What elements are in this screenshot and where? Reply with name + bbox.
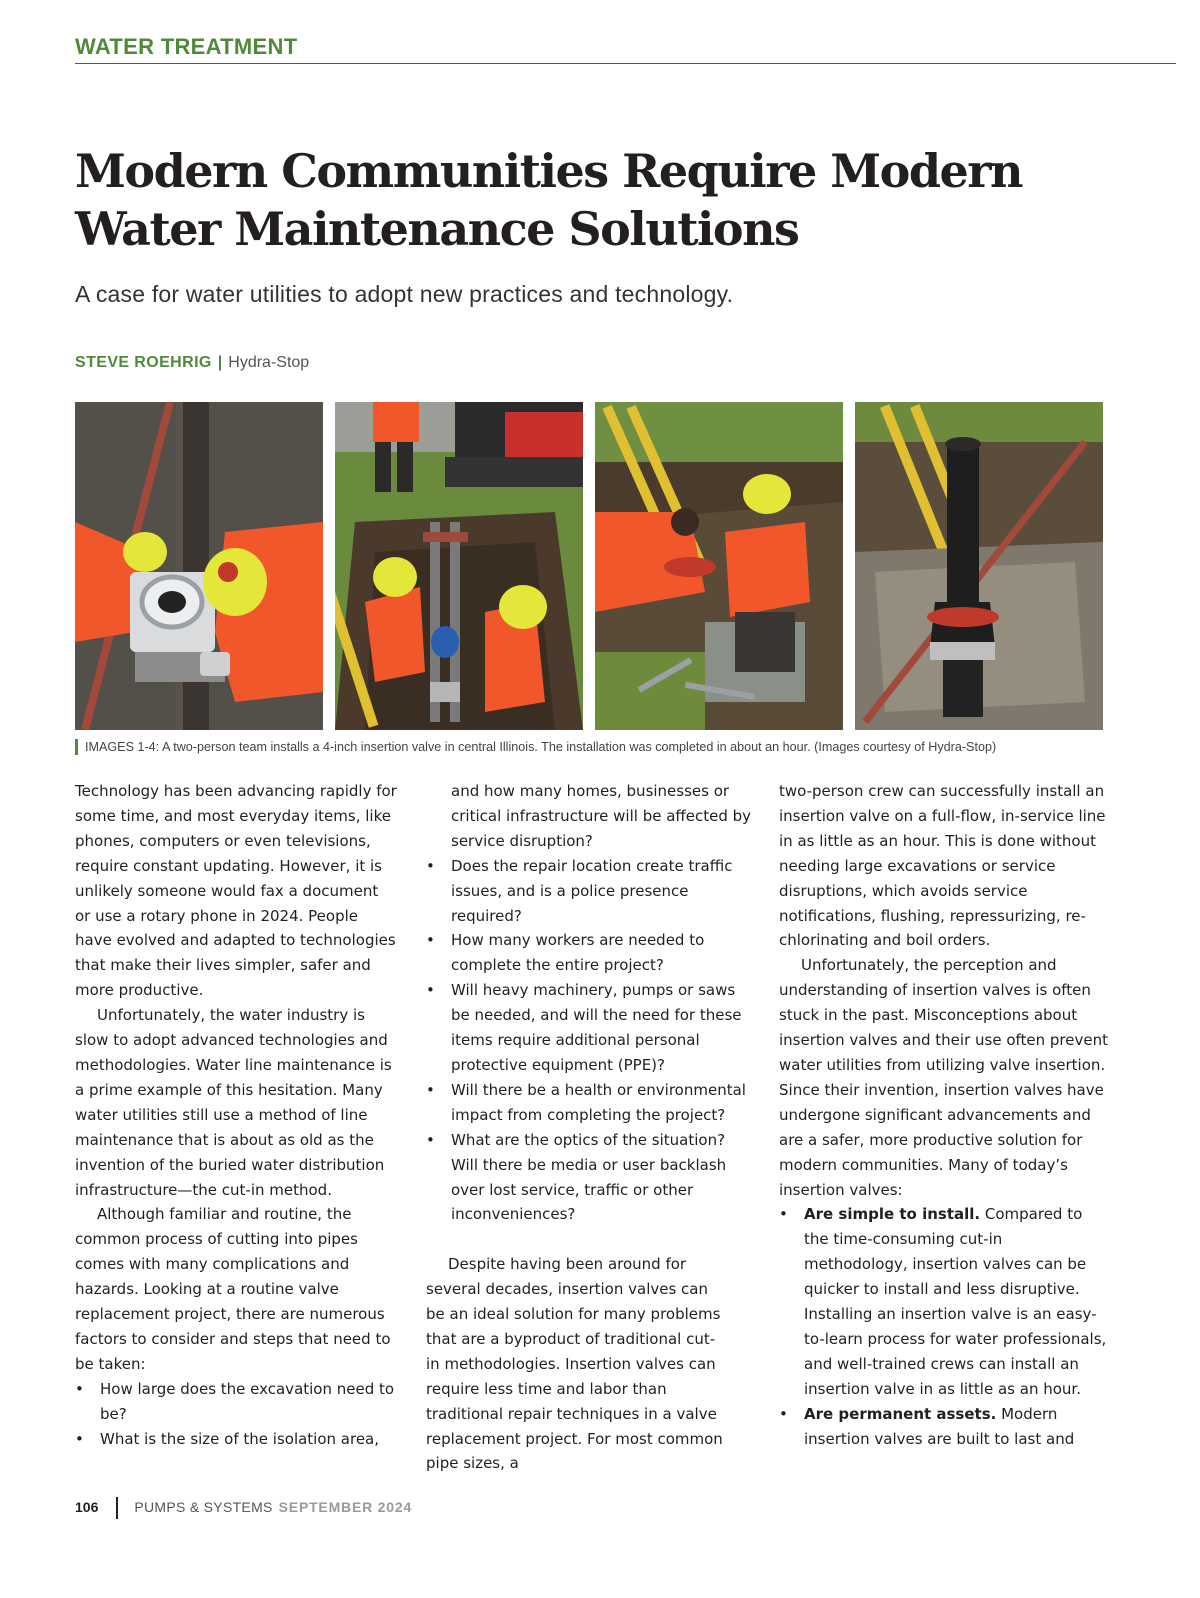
- paragraph: Unfortunately, the perception and understanding of insertion valves is often stuck in the past. Misconceptions about insertion valves and their use often prevent water utilities from utilizing valve insertion. Since their invention, insertion valves have undergone significant advancements and are a safer, more productive solution for modern communities. Many of today’s insertion valves:: [779, 956, 1108, 1199]
- paragraph: Technology has been advancing rapidly for some time, and most everyday items, like phones, computers or even televisions, require constant updating. However, it is unlikely someone would fax a document or use a rotary phone in 2024. People have evolved and adapted to technologies that make their lives simpler, safer and more productive.: [75, 782, 397, 1000]
- list-item: • How many workers are needed to complete the entire project?: [426, 928, 751, 978]
- list-item: • Will there be a health or environmental impact from completing the project?: [426, 1078, 751, 1128]
- body-column-1: [75, 779, 397, 1451]
- byline-separator: |: [217, 354, 223, 371]
- list-item-text: Modern insertion valves are built to last and: [804, 1404, 1075, 1448]
- title-line-2: Water Maintenance Solutions: [75, 202, 799, 256]
- footer-divider: [116, 1497, 118, 1519]
- body-column-3: [779, 779, 1109, 1451]
- photo-2-insertion-machine: [335, 402, 583, 730]
- list-item: • What are the optics of the situation? Will there be media or user backlash over lost service, traffic or other inconveniences?: [426, 1128, 751, 1228]
- issue-date: SEPTEMBER 2024: [278, 1499, 413, 1516]
- section-label: WATER TREATMENT: [75, 34, 298, 59]
- page-footer: [75, 1497, 412, 1519]
- list-item-lead: Are simple to install.: [804, 1205, 981, 1224]
- bullet-list: [426, 779, 751, 1227]
- list-item-text: Compared to the time-consuming cut-in methodology, insertion valves can be quicker to install and less disruptive. Installing an insertion valve is an easy-to-learn process for water professionals, and well-trained crews can install an insertion valve in as little as an hour.: [804, 1205, 1107, 1398]
- body-column-2: [426, 779, 751, 1476]
- photo-4-installed-valve: [855, 402, 1103, 730]
- article-title: [75, 142, 1075, 258]
- article-subtitle: A case for water utilities to adopt new practices and technology.: [75, 281, 734, 307]
- list-item-continued: and how many homes, businesses or critical infrastructure will be affected by service disruption?: [451, 782, 752, 850]
- list-item: [779, 1202, 1109, 1401]
- section-divider: [75, 63, 1176, 64]
- author-name: STEVE ROEHRIG: [75, 354, 212, 371]
- list-item: [779, 1402, 1109, 1452]
- paragraph: Unfortunately, the water industry is slow to adopt advanced technologies and methodologies. Water line maintenance is a prime example of this hesitation. Many water utilities still use a method of line maintenance that is about as old as the invention of the buried water distribution infrastructure—the cut-in method.: [75, 1006, 392, 1199]
- paragraph: Although familiar and routine, the common process of cutting into pipes comes with many complications and hazards. Looking at a routine valve replacement project, there are numerous factors to consider and steps that need to be taken:: [75, 1205, 391, 1373]
- list-item: • What is the size of the isolation area,: [75, 1427, 397, 1452]
- list-item-lead: Are permanent assets.: [804, 1404, 997, 1423]
- author-company: Hydra-Stop: [228, 354, 310, 371]
- list-item: • Does the repair location create traffic issues, and is a police presence required?: [426, 854, 751, 929]
- bullet-list: [75, 1377, 397, 1452]
- byline: [75, 354, 309, 372]
- title-line-1: Modern Communities Require Modern: [75, 144, 1022, 198]
- paragraph: two-person crew can successfully install an insertion valve on a full-flow, in-service line in as little as an hour. This is done without needing large excavations or service disruptions, which avoids service notifications, flushing, repressurizing, re-chlorinating and boil orders.: [779, 782, 1106, 950]
- list-item: • Will heavy machinery, pumps or saws be needed, and will the need for these items require additional personal protective equipment (PPE)?: [426, 978, 751, 1078]
- list-item: • How large does the excavation need to be?: [75, 1377, 397, 1427]
- magazine-name: PUMPS & SYSTEMS: [134, 1499, 273, 1516]
- bullet-list: [779, 1202, 1109, 1451]
- paragraph: Despite having been around for several decades, insertion valves can be an ideal solution for many problems that are a byproduct of traditional cut-in methodologies. Insertion valves can require less time and labor than traditional repair techniques in a valve replacement project. For most common pipe sizes, a: [426, 1255, 723, 1473]
- page-number: 106: [75, 1499, 99, 1516]
- photo-1-valve-bolting: [75, 402, 323, 730]
- photo-3-trench-crew: [595, 402, 843, 730]
- photo-caption: IMAGES 1-4: A two-person team installs a 4-inch insertion valve in central Illinois. The installation was completed in about an hour. (Images courtesy of Hydra-Stop): [75, 739, 1185, 755]
